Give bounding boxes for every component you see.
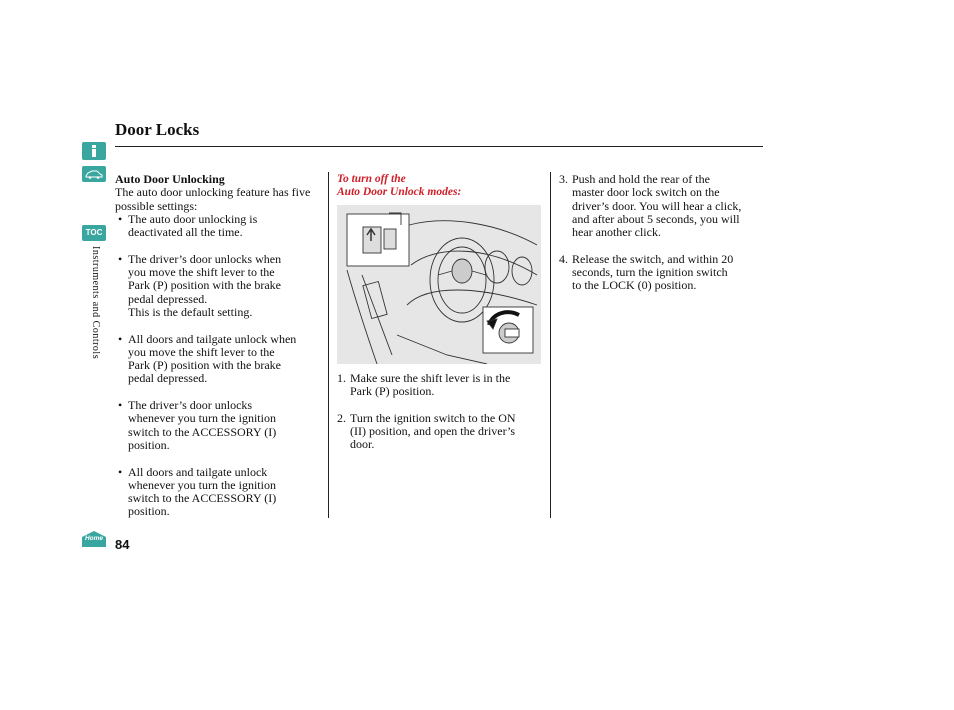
list-item <box>337 372 542 399</box>
column-divider-2 <box>550 172 551 518</box>
bullet-line: pedal depressed. <box>128 371 208 386</box>
red-heading-line: To turn off the <box>337 173 406 185</box>
step-number: 2. <box>337 410 346 425</box>
column-turn-off-steps-continued <box>559 173 763 293</box>
list-item: • All doors and tailgate unlock whenever you turn the ignition switch to the ACCESSORY (I) position. <box>115 466 323 519</box>
list-item <box>559 173 763 239</box>
bullet-line: position. <box>128 504 170 519</box>
bullet-line: whenever you turn the ignition <box>128 477 276 492</box>
step-line: and after about 5 seconds, you will <box>572 211 740 226</box>
home-icon: Home <box>84 535 104 542</box>
bullet-line: The auto door unlocking is <box>128 211 258 226</box>
list-item: • The driver’s door unlocks when you move the shift lever to the Park (P) position with the brake pedal depressed. This is the default setting. <box>115 253 323 319</box>
bullet-line: The driver’s door unlocks <box>128 398 253 413</box>
bullet-line: switch to the ACCESSORY (I) <box>128 491 277 506</box>
bullet-line: whenever you turn the ignition <box>128 411 276 426</box>
red-heading-line: Auto Door Unlock modes: <box>337 186 462 199</box>
home-button[interactable] <box>81 531 107 547</box>
title-rule <box>115 146 763 147</box>
step-line: driver’s door. You will hear a click, <box>572 198 742 213</box>
step-line: to the LOCK (0) position. <box>572 278 697 293</box>
list-item: • The driver’s door unlocks whenever you turn the ignition switch to the ACCESSORY (I) position. <box>115 399 323 452</box>
step-line: Park (P) position. <box>350 384 435 399</box>
step-line: Release the switch, and within 20 <box>572 251 734 266</box>
bullet-line: Park (P) position with the brake <box>128 358 281 373</box>
step-number: 4. <box>559 251 568 266</box>
bullet-line: you move the shift lever to the <box>128 344 275 359</box>
list-item <box>559 253 763 293</box>
turn-off-steps <box>337 372 542 452</box>
bullet-line: switch to the ACCESSORY (I) <box>128 424 277 439</box>
bullet-line: This is the default setting. <box>128 304 253 319</box>
bullet-line: The driver’s door unlocks when <box>128 251 282 266</box>
column-turn-off-instructions <box>337 173 542 200</box>
step-line: master door lock switch on the <box>572 185 720 200</box>
page-number: 84 <box>115 537 130 552</box>
column-divider-1 <box>328 172 329 518</box>
list-item: • The auto door unlocking is deactivated all the time. <box>115 213 323 240</box>
step-line: door. <box>350 437 375 452</box>
page-title: Door Locks <box>115 120 200 139</box>
bullet-line: All doors and tailgate unlock when <box>128 331 297 346</box>
intro-text: The auto door unlocking feature has five possible settings: <box>115 185 311 213</box>
step-line: (II) position, and open the driver’s <box>350 424 516 439</box>
bullet-line: deactivated all the time. <box>128 225 243 240</box>
step-line: seconds, turn the ignition switch <box>572 265 728 280</box>
column-auto-door-unlocking <box>115 173 323 519</box>
door-lock-ignition-illustration <box>337 205 541 364</box>
bullet-line: you move the shift lever to the <box>128 265 275 280</box>
bullet-line: pedal depressed. <box>128 291 208 306</box>
section-label: Instruments and Controls <box>90 246 101 360</box>
toc-button[interactable]: TOC <box>82 225 106 241</box>
info-icon[interactable] <box>82 142 106 160</box>
step-number: 3. <box>559 172 568 186</box>
list-item <box>337 412 542 452</box>
step-line: Make sure the shift lever is in the <box>350 371 511 385</box>
step-line: Turn the ignition switch to the ON <box>350 410 516 425</box>
bullet-line: position. <box>128 437 170 452</box>
section-heading: Auto Door Unlocking <box>115 172 225 186</box>
car-icon[interactable] <box>82 166 106 182</box>
list-item: • All doors and tailgate unlock when you move the shift lever to the Park (P) position with the brake pedal depressed. <box>115 333 323 386</box>
step-line: Push and hold the rear of the <box>572 172 710 186</box>
step-line: hear another click. <box>572 225 661 240</box>
step-number: 1. <box>337 371 346 385</box>
bullet-line: All doors and tailgate unlock <box>128 464 268 479</box>
bullet-line: Park (P) position with the brake <box>128 278 281 293</box>
